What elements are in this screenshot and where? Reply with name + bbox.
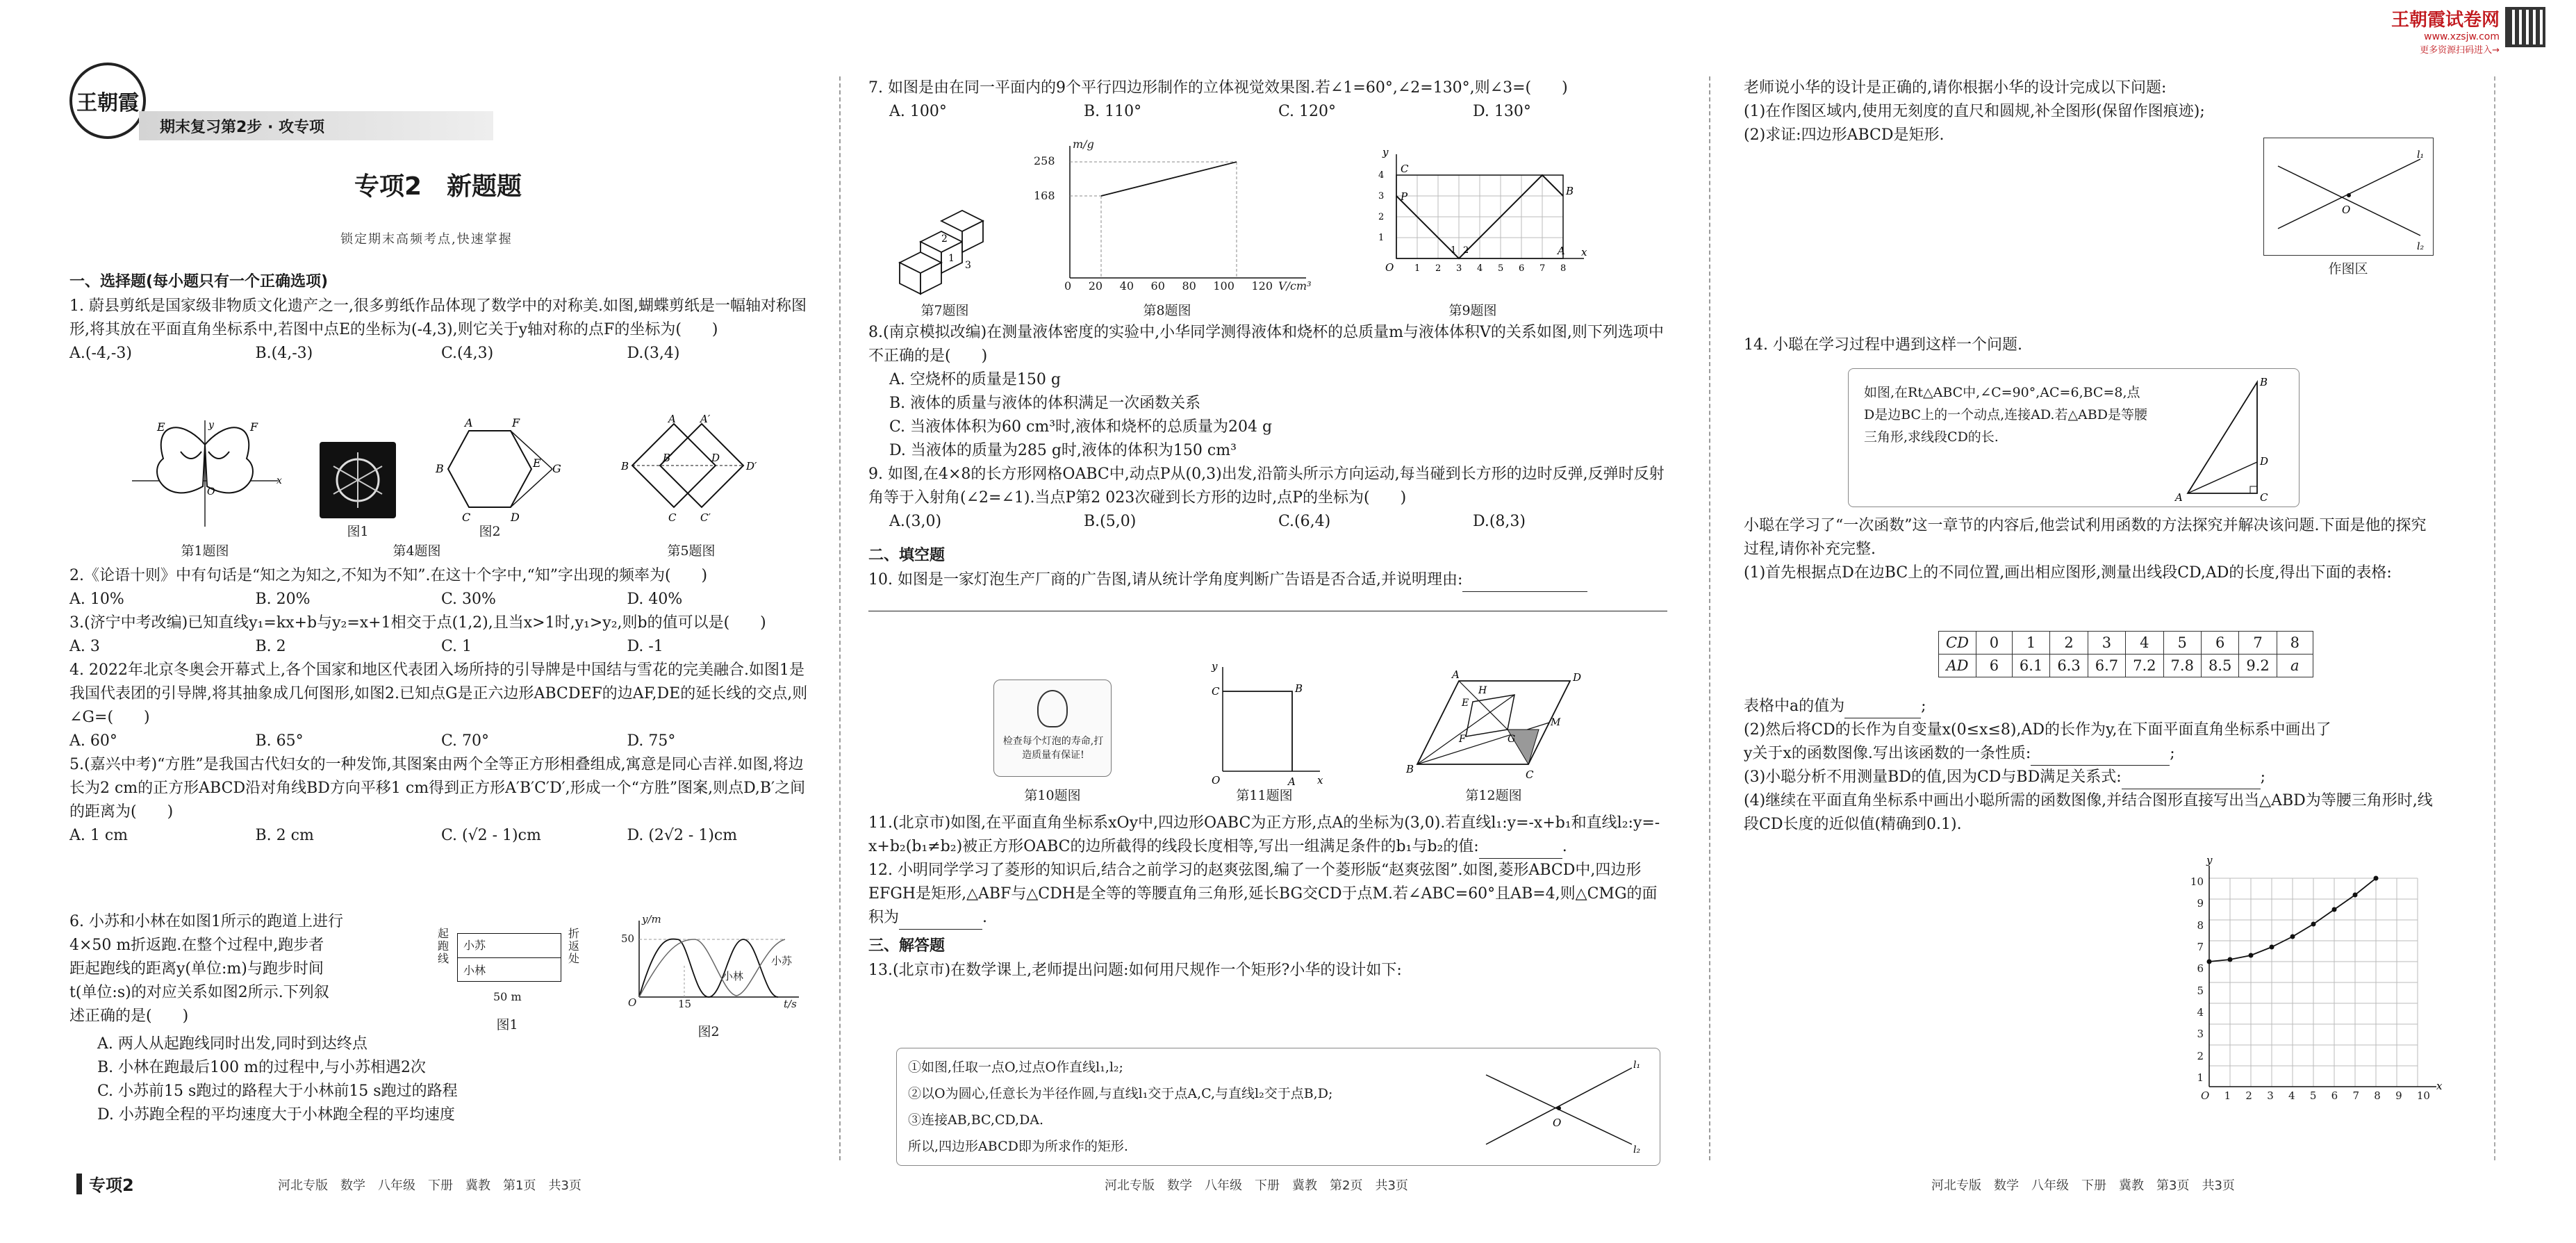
hexagon-figure <box>420 417 559 528</box>
q9-option-d[interactable]: D.(8,3) <box>1473 513 1526 530</box>
fgraph-y-tick: 6 <box>2197 962 2204 976</box>
svg-text:6: 6 <box>1519 263 1525 274</box>
function-graph <box>2188 854 2452 1117</box>
table-cell: CD <box>1939 632 1976 655</box>
q4-option-b[interactable]: B. 65° <box>255 732 304 750</box>
table-cell: 7.2 <box>2126 655 2163 677</box>
table-cell: 6.1 <box>2012 655 2049 677</box>
svg-text:G: G <box>1508 734 1516 745</box>
q1-caption: 第1题图 <box>181 543 229 559</box>
mv-tick-258: 258 <box>1034 154 1055 167</box>
fgraph-y-ticks <box>2188 875 2204 1084</box>
q13-crossing-lines <box>1479 1054 1646 1158</box>
run-graph-label-su: 小苏 <box>771 955 793 967</box>
q11-text: 11.(北京市)如图,在平面直角坐标系xOy中,四边形OABC为正方形,点A的坐标为(3,0).若直线l₁:y=-x+b₁和直线l₂:y=-x+b₂(b₁≠b₂)被正方形OABC的边所截得的线段长度相等,写出一组满足条件的b₁与b₂的值: . <box>868 812 1667 859</box>
mv-x-tick: 100 <box>1213 279 1235 293</box>
data-point <box>2374 876 2379 881</box>
table-cell: 2 <box>2050 632 2088 655</box>
page-divider-2 <box>1709 76 1710 1160</box>
svg-text:1: 1 <box>1378 233 1385 243</box>
svg-text:C: C <box>668 511 677 524</box>
svg-text:A: A <box>1288 775 1296 788</box>
svg-text:y: y <box>208 420 214 431</box>
svg-text:4: 4 <box>1378 170 1385 181</box>
run-graph-15-tick: 15 <box>678 998 692 1010</box>
svg-text:F: F <box>1459 734 1466 745</box>
table-cell: 3 <box>2088 632 2125 655</box>
q8-caption: 第8题图 <box>1143 303 1191 318</box>
table-cell: 8 <box>2277 632 2313 655</box>
data-point <box>2228 957 2233 962</box>
q6-option-c[interactable]: C. 小苏前15 s跑过的路程大于小林前15 s跑过的路程 <box>97 1083 458 1100</box>
brand-logo-text: 王朝霞 <box>76 91 139 115</box>
fgraph-x-tick: 1 <box>2224 1089 2231 1102</box>
table-cell: AD <box>1939 655 1976 677</box>
q6-option-a[interactable]: A. 两人从起跑线同时出发,同时到达终点 <box>97 1035 368 1053</box>
q7-options <box>868 100 1667 124</box>
q14-relation-blank[interactable] <box>2122 771 2261 789</box>
square-figure <box>1202 660 1327 792</box>
svg-text:O: O <box>2342 204 2351 216</box>
page-subtitle: 锁定期末高频考点,快速掌握 <box>340 232 513 247</box>
svg-text:A: A <box>1558 245 1565 257</box>
svg-text:x: x <box>1581 246 1587 258</box>
q7-text: 7. 如图是由在同一平面内的9个平行四边形制作的立体视觉效果图.若∠1=60°,∠2=130°,则∠3=( ) <box>868 79 1568 97</box>
bulb-icon <box>1037 690 1068 727</box>
track-start-label: 起跑线 <box>438 927 449 965</box>
brand-logo <box>69 63 146 139</box>
run-graph-50-tick: 50 <box>621 932 635 945</box>
q13-step-3: ③连接AB,BC,CD,DA. <box>908 1112 1044 1128</box>
run-graph-caption: 图2 <box>697 1024 720 1039</box>
brand-slogan: 更多资源扫码进入→ <box>2420 45 2500 56</box>
mv-x-tick: 40 <box>1119 279 1134 293</box>
q9-option-a[interactable]: A.(3,0) <box>889 513 942 530</box>
svg-text:E: E <box>1462 698 1469 709</box>
data-point <box>2353 893 2358 898</box>
q8-option-d[interactable]: D. 当液体的质量为285 g时,液体的体积为150 cm³ <box>889 442 1237 459</box>
q3-options <box>69 635 813 659</box>
mv-axis-y: m/g <box>1073 138 1094 151</box>
q2-text: 2.《论语十则》中有句话是“知之为知之,不知为不知”.在这十个字中,“知”字出现的频率为( ) <box>69 567 708 584</box>
q5-option-d[interactable]: D. (2√2 - 1)cm <box>627 827 738 844</box>
data-point <box>2249 953 2254 958</box>
fgraph-x-tick: 4 <box>2288 1089 2295 1102</box>
q7-option-b[interactable]: B. 110° <box>1084 103 1142 120</box>
q1-options <box>69 342 813 365</box>
svg-text:M: M <box>1551 717 1561 728</box>
svg-text:C: C <box>462 511 471 524</box>
svg-text:C: C <box>1212 685 1220 698</box>
fgraph-x-ticks <box>2201 1089 2430 1102</box>
q14-a-blank[interactable] <box>1844 700 1921 718</box>
footer-tag-text: 专项2 <box>89 1176 134 1195</box>
track-turn-label: 折返处 <box>568 927 580 965</box>
svg-text:2: 2 <box>1435 263 1442 274</box>
fgraph-x-tick: 5 <box>2309 1089 2317 1102</box>
svg-text:O: O <box>207 486 215 497</box>
q3-option-a[interactable]: A. 3 <box>69 638 100 655</box>
svg-text:P: P <box>1401 190 1408 203</box>
svg-text:A: A <box>668 413 676 425</box>
q13-step-4: 所以,四边形ABCD即为所求作的矩形. <box>908 1139 1128 1154</box>
mv-x-ticks <box>1064 279 1273 293</box>
q4-option-a[interactable]: A. 60° <box>69 732 117 750</box>
track-caption: 图1 <box>496 1017 518 1032</box>
page-2 <box>868 0 1667 1243</box>
svg-text:C: C <box>1526 768 1534 781</box>
q11-text-body: 11.(北京市)如图,在平面直角坐标系xOy中,四边形OABC为正方形,点A的坐标为(3,0).若直线l₁:y=-x+b₁和直线l₂:y=-x+b₂(b₁≠b₂)被正方形OABC的边所截得的线段长度相等,写出一组满足条件的b₁与b₂的值: <box>868 814 1660 855</box>
q6-line-5: 述正确的是( ) <box>69 1007 189 1025</box>
svg-text:F: F <box>512 416 520 429</box>
svg-text:l₂: l₂ <box>1633 1144 1641 1155</box>
fgraph-x-tick: 8 <box>2374 1089 2381 1102</box>
svg-text:B: B <box>1295 682 1303 695</box>
snowflake-sign-figure <box>320 442 396 518</box>
q14-intro: 小聪在学习了“一次函数”这一章节的内容后,他尝试利用函数的方法探究并解决该问题.下面是他的探究过程,请你补充完整. <box>1744 517 2427 558</box>
data-point <box>2270 945 2274 950</box>
fgraph-y-tick: 2 <box>2197 1049 2204 1062</box>
svg-text:D: D <box>1573 671 1582 684</box>
mv-x-tick: 0 <box>1064 279 1072 293</box>
page-1 <box>69 0 827 1243</box>
q9-text: 9. 如图,在4×8的长方形网格OABC中,动点P从(0,3)出发,沿箭头所示方向运动,每当碰到长方形的边时反弹,反弹时反射角等于入射角(∠2=∠1).当点P第2 023次碰到长方形的边时,点P的坐标为( ) <box>868 466 1665 507</box>
svg-text:5: 5 <box>1498 263 1504 274</box>
q2-option-d[interactable]: D. 40% <box>627 591 683 608</box>
svg-text:7: 7 <box>1539 263 1546 274</box>
q3-option-b[interactable]: B. 2 <box>255 638 286 655</box>
q10-text-body: 10. 如图是一家灯泡生产厂商的广告图,请从统计学角度判断广告语是否合适,并说明理由: <box>868 571 1463 588</box>
table-cell: 9.2 <box>2239 655 2277 677</box>
svg-text:l₁: l₁ <box>2417 149 2425 160</box>
q14-a-question: 表格中a的值为 ; <box>1744 695 2438 718</box>
q10-text <box>868 568 1667 592</box>
q4-fig2-caption: 图2 <box>479 524 501 539</box>
q11-caption: 第11题图 <box>1236 788 1293 803</box>
table-cell: 0 <box>1976 632 2012 655</box>
data-point <box>2332 907 2337 912</box>
right-triangle-figure <box>2174 372 2271 504</box>
track-box <box>457 933 561 982</box>
q5-option-c[interactable]: C. (√2 - 1)cm <box>441 827 541 844</box>
q5-option-b[interactable]: B. 2 cm <box>255 827 314 844</box>
q9-caption: 第9题图 <box>1448 303 1497 318</box>
x-axis-label: x <box>2436 1080 2443 1092</box>
svg-text:1: 1 <box>1414 263 1421 274</box>
svg-text:B: B <box>1406 763 1414 775</box>
butterfly-figure <box>125 417 285 528</box>
cd-ad-table <box>1938 631 2313 677</box>
q3-text: 3.(济宁中考改编)已知直线y₁=kx+b与y₂=x+1相交于点(1,2),且当x>1时,y₁>y₂,则b的值可以是( ) <box>69 614 766 632</box>
q14-part-2b: y关于x的函数图像.写出该函数的一条性质: ; <box>1744 742 2438 766</box>
q8-option-b[interactable]: B. 液体的质量与液体的体积满足一次函数关系 <box>889 395 1201 412</box>
svg-text:O: O <box>1385 261 1394 274</box>
run-graph-origin: O <box>628 996 637 1009</box>
q13-text: 13.(北京市)在数学课上,老师提出问题:如何用尺规作一个矩形?小华的设计如下: <box>868 962 1402 979</box>
q6-line-4: t(单位:s)的对应关系如图2所示.下列叙 <box>69 984 329 1001</box>
q2-options <box>69 588 813 611</box>
brand-site-name: 王朝霞试卷网 <box>2391 10 2500 31</box>
mv-x-tick: 20 <box>1088 279 1103 293</box>
svg-text:B: B <box>621 460 629 472</box>
svg-text:x: x <box>1317 774 1323 787</box>
fgraph-y-tick: 4 <box>2197 1005 2204 1019</box>
table-cell: 6.3 <box>2050 655 2088 677</box>
svg-text:B′: B′ <box>663 452 673 464</box>
header-band-text: 期末复习第2步 · 攻专项 <box>160 118 324 136</box>
q2-option-b[interactable]: B. 20% <box>255 591 311 608</box>
q6-line-1: 6. 小苏和小林在如图1所示的跑道上进行 <box>69 913 343 930</box>
svg-text:C: C <box>1401 163 1409 175</box>
table-cell: 1 <box>2012 632 2049 655</box>
q4-option-d[interactable]: D. 75° <box>627 732 676 750</box>
q10-caption: 第10题图 <box>1024 788 1081 803</box>
q4-fig1-caption: 图1 <box>347 524 369 539</box>
footer-page-2: 河北专版 数学 八年级 下册 冀教 第2页 共3页 <box>1105 1178 1408 1193</box>
header-band <box>139 111 493 140</box>
track-runner-1: 小苏 <box>463 939 486 952</box>
q7-option-c[interactable]: C. 120° <box>1278 103 1337 120</box>
svg-text:C: C <box>2260 491 2268 504</box>
svg-text:D: D <box>511 511 520 524</box>
mass-volume-graph <box>1028 139 1320 306</box>
svg-text:O: O <box>1212 774 1221 787</box>
q8-option-c[interactable]: C. 当液体体积为60 cm³时,液体和烧杯的总质量为204 g <box>889 418 1273 436</box>
q9-option-c[interactable]: C.(6,4) <box>1278 513 1331 530</box>
page-title: 专项2 新题题 <box>354 172 522 201</box>
q12-text: 12. 小明同学学习了菱形的知识后,结合之前学习的赵爽弦图,编了一个菱形版“赵爽弦图”.如图,菱形ABCD中,四边形EFGH是矩形,△ABF与△CDH是全等的等腰直角三角形,延长BG交CD于点M.若∠ABC=60°且AB=4,则△CMG的面积为 . <box>868 859 1667 930</box>
svg-text:E: E <box>157 420 165 434</box>
q5-text: 5.(嘉兴中考)“方胜”是我国古代妇女的一种发饰,其图案由两个全等正方形相叠组成,寓意是同心吉祥.如图,将边长为2 cm的正方形ABCD沿对角线BD方向平移1 cm得到正方形A′B′C′D′,形成一个“方胜”图案,则点D,B′之间的距离为( ) <box>69 756 806 821</box>
svg-text:8: 8 <box>1560 263 1567 274</box>
footer-page-3: 河北专版 数学 八年级 下册 冀教 第3页 共3页 <box>1931 1178 2235 1193</box>
q14-text: 14. 小聪在学习过程中遇到这样一个问题. <box>1744 336 2022 354</box>
q13-sub-1: (1)在作图区域内,使用无刻度的直尺和圆规,补全图形(保留作图痕迹); <box>1744 103 2205 120</box>
svg-text:l₁: l₁ <box>1633 1060 1641 1071</box>
svg-text:A′: A′ <box>700 413 711 425</box>
fgraph-y-tick: 1 <box>2197 1071 2204 1084</box>
fgraph-x-tick: 9 <box>2395 1089 2402 1102</box>
svg-text:B: B <box>2260 376 2268 388</box>
table-cell: 7 <box>2239 632 2277 655</box>
rhombus-figure <box>1403 667 1584 785</box>
track-figure <box>438 921 604 1039</box>
fgraph-x-tick: 6 <box>2331 1089 2338 1102</box>
q14-property-blank[interactable] <box>2031 748 2170 766</box>
svg-text:C′: C′ <box>700 511 711 524</box>
q12-caption: 第12题图 <box>1465 788 1522 803</box>
q14-part-2a: (2)然后将CD的长作为自变量x(0≤x≤8),AD的长作为y,在下面平面直角坐标系中画出了 <box>1744 721 2331 739</box>
bulb-ad-figure <box>993 680 1112 777</box>
q4-text: 4. 2022年北京冬奥会开幕式上,各个国家和地区代表团入场所持的引导牌是中国结与雪花的完美融合.如图1是我国代表团的引导牌,将其抽象成几何图形,如图2.已知点G是正六边形ABCDEF的边AF,DE的延长线的交点,则∠G=( ) <box>69 661 808 726</box>
footer-page-1: 河北专版 数学 八年级 下册 冀教 第1页 共3页 <box>278 1178 581 1193</box>
mv-x-tick: 120 <box>1251 279 1273 293</box>
svg-text:H: H <box>1478 685 1487 696</box>
q6-option-b[interactable]: B. 小林在跑最后100 m的过程中,与小苏相遇2次 <box>97 1059 426 1076</box>
svg-text:2: 2 <box>941 233 948 245</box>
run-graph-y-label: y/m <box>642 913 661 925</box>
fgraph-y-tick: 7 <box>2197 940 2204 953</box>
q14-part-1: (1)首先根据点D在边BC上的不同位置,画出相应图形,测量出线段CD,AD的长度,得出下面的表格: <box>1744 564 2392 582</box>
q4-caption: 第4题图 <box>393 543 441 559</box>
table-cell: 4 <box>2126 632 2163 655</box>
q14-part-4: (4)继续在平面直角坐标系中画出小聪所需的函数图像,并结合图形直接写出当△ABD为等腰三角形时,线段CD长度的近似值(精确到0.1). <box>1744 792 2433 833</box>
svg-text:y: y <box>1382 146 1389 158</box>
q6-line-3: 距起跑线的距离y(单位:m)与跑步时间 <box>69 960 324 978</box>
svg-text:F: F <box>250 420 258 434</box>
q7-option-d[interactable]: D. 130° <box>1473 103 1531 120</box>
svg-text:2: 2 <box>1378 212 1385 222</box>
section-choice: 一、选择题(每小题只有一个正确选项) <box>69 273 329 290</box>
data-point <box>2311 922 2316 927</box>
q14-box-text: 如图,在Rt△ABC中,∠C=90°,AC=6,BC=8,点D是边BC上的一个动点,连接AD.若△ABD是等腰三角形,求线段CD的长. <box>1864 385 2147 445</box>
svg-text:G: G <box>552 462 561 475</box>
q14-a-text: 表格中a的值为 <box>1744 698 1845 715</box>
q14-part-3: (3)小聪分析不用测量BD的值,因为CD与BD满足关系式: ; <box>1744 766 2438 789</box>
fgraph-y-tick: 8 <box>2197 919 2204 932</box>
q13-cont: 老师说小华的设计是正确的,请你根据小华的设计完成以下问题: <box>1744 79 2167 97</box>
svg-text:x: x <box>276 475 282 486</box>
run-graph-figure <box>618 913 806 1042</box>
fgraph-y-tick: 5 <box>2197 984 2204 997</box>
svg-text:4: 4 <box>1477 263 1483 274</box>
svg-text:B: B <box>436 462 444 475</box>
q5-option-a[interactable]: A. 1 cm <box>69 827 129 844</box>
q10-answer-blank[interactable] <box>1462 574 1587 592</box>
fangsheng-figure <box>618 413 771 535</box>
q13-steps-box <box>896 1048 1660 1166</box>
svg-text:E: E <box>533 456 541 470</box>
svg-text:D: D <box>711 452 720 464</box>
svg-text:D: D <box>2260 455 2269 468</box>
section-fill: 二、填空题 <box>868 547 946 564</box>
track-runner-2: 小林 <box>463 964 486 977</box>
q8-text: 8.(南京模拟改编)在测量液体密度的实验中,小华同学测得液体和烧杯的总质量m与液体体积V的关系如图,则下列选项中不正确的是( ) <box>868 324 1664 365</box>
table-cell: 6.7 <box>2088 655 2125 677</box>
section-solve: 三、解答题 <box>868 937 946 955</box>
svg-text:1: 1 <box>1451 245 1457 256</box>
q4-options <box>69 730 813 753</box>
table-cell: 8.5 <box>2201 655 2238 677</box>
q1-option-b[interactable]: B.(4,-3) <box>255 345 313 362</box>
fgraph-x-tick: O <box>2201 1089 2210 1102</box>
svg-text:3: 3 <box>965 260 971 271</box>
q1-option-d[interactable]: D.(3,4) <box>627 345 680 362</box>
q13-sub-2: (2)求证:四边形ABCD是矩形. <box>1744 126 1945 144</box>
q7-caption: 第7题图 <box>920 303 969 318</box>
page-3 <box>1744 0 2443 1243</box>
svg-text:D′: D′ <box>746 460 757 472</box>
table-cell: a <box>2277 655 2313 677</box>
fgraph-x-tick: 3 <box>2267 1089 2274 1102</box>
q14-problem-box <box>1848 368 2300 507</box>
svg-text:2: 2 <box>1463 245 1469 256</box>
data-point <box>2207 960 2212 964</box>
margin-binding-line <box>2494 76 2495 1160</box>
mv-x-tick: 80 <box>1182 279 1196 293</box>
q9-option-b[interactable]: B.(5,0) <box>1084 513 1137 530</box>
q6-option-d[interactable]: D. 小苏跑全程的平均速度大于小林跑全程的平均速度 <box>97 1106 455 1123</box>
q12-answer-blank[interactable] <box>899 912 982 930</box>
q12-text-body: 12. 小明同学学习了菱形的知识后,结合之前学习的赵爽弦图,编了一个菱形版“赵爽弦图”.如图,菱形ABCD中,四边形EFGH是矩形,△ABF与△CDH是全等的等腰直角三角形,延长BG交CD于点M.若∠ABC=60°且AB=4,则△CMG的面积为 <box>868 862 1658 926</box>
q1-text: 1. 蔚县剪纸是国家级非物质文化遗产之一,很多剪纸作品体现了数学中的对称美.如图,蝴蝶剪纸是一幅轴对称图形,将其放在平面直角坐标系中,若图中点E的坐标为(-4,3),则它关于y轴对称的点F的坐标为( ) <box>69 297 807 338</box>
q14-part-3-text: (3)小聪分析不用测量BD的值,因为CD与BD满足关系式: <box>1744 768 2122 786</box>
q9-options <box>868 510 1667 534</box>
q2-option-c[interactable]: C. 30% <box>441 591 496 608</box>
y-axis-label: y <box>2206 854 2213 866</box>
brand-url: www.xzsjw.com <box>2424 31 2500 42</box>
qr-code-icon[interactable] <box>2505 7 2545 47</box>
footer-tag <box>76 1171 134 1196</box>
svg-text:3: 3 <box>1456 263 1462 274</box>
svg-text:3: 3 <box>1378 191 1385 201</box>
q13-step-2: ②以O为圆心,任意长为半径作圆,与直线l₁交于点A,C,与直线l₂交于点B,D; <box>908 1086 1333 1101</box>
data-point <box>2290 935 2295 939</box>
mv-x-tick: 60 <box>1150 279 1165 293</box>
table-cell: 5 <box>2163 632 2201 655</box>
q7-option-a[interactable]: A. 100° <box>889 103 947 120</box>
track-distance: 50 m <box>493 990 522 1003</box>
svg-text:A: A <box>2175 491 2183 504</box>
q10-answer-line[interactable] <box>868 598 1667 611</box>
fgraph-x-tick: 7 <box>2352 1089 2359 1102</box>
fgraph-x-tick: 2 <box>2245 1089 2252 1102</box>
q1-option-a[interactable]: A.(-4,-3) <box>69 345 132 362</box>
mv-axis-x: V/cm³ <box>1278 279 1312 293</box>
svg-text:y: y <box>1212 660 1218 673</box>
q5-options <box>69 824 813 848</box>
svg-text:A: A <box>1452 668 1460 681</box>
q14-part-2b-text: y关于x的函数图像.写出该函数的一条性质: <box>1744 745 2031 762</box>
table-row-cd <box>1939 632 2313 655</box>
q13-step-1: ①如图,任取一点O,过点O作直线l₁,l₂; <box>908 1060 1123 1075</box>
fgraph-x-tick: 10 <box>2416 1089 2430 1102</box>
svg-text:1: 1 <box>948 253 955 264</box>
q2-option-a[interactable]: A. 10% <box>69 591 124 608</box>
svg-text:l₂: l₂ <box>2417 241 2425 252</box>
fgraph-y-tick: 3 <box>2197 1028 2204 1041</box>
run-graph-label-lin: 小林 <box>723 970 744 982</box>
mv-tick-168: 168 <box>1034 189 1055 202</box>
svg-text:O: O <box>1553 1117 1562 1129</box>
drawing-zone[interactable] <box>2263 138 2434 256</box>
svg-text:B: B <box>1566 185 1574 197</box>
drawing-zone-caption: 作图区 <box>2328 261 2368 277</box>
table-row-ad <box>1939 655 2313 677</box>
figures-row-1 <box>69 413 820 563</box>
fgraph-y-tick: 9 <box>2197 897 2204 910</box>
q3-option-c[interactable]: C. 1 <box>441 638 472 655</box>
cubes-figure <box>893 200 1004 297</box>
q4-option-c[interactable]: C. 70° <box>441 732 490 750</box>
fgraph-y-tick: 10 <box>2190 875 2204 888</box>
table-cell: 7.8 <box>2163 655 2201 677</box>
grid-bounce-figure <box>1369 147 1591 300</box>
q5-caption: 第5题图 <box>667 543 716 559</box>
q1-option-c[interactable]: C.(4,3) <box>441 345 494 362</box>
bulb-ad-text: 检查每个灯泡的寿命,打造质量有保证! <box>1002 736 1104 761</box>
q11-answer-blank[interactable] <box>1479 841 1562 859</box>
table-cell: 6 <box>1976 655 2012 677</box>
q3-option-d[interactable]: D. -1 <box>627 638 663 655</box>
page-divider-1 <box>839 76 841 1160</box>
q8-option-a[interactable]: A. 空烧杯的质量是150 g <box>889 371 1061 388</box>
table-cell: 6 <box>2201 632 2238 655</box>
svg-text:A: A <box>465 416 473 429</box>
run-graph-t-label: t/s <box>784 998 797 1010</box>
q6-line-2: 4×50 m折返跑.在整个过程中,跑步者 <box>69 937 324 954</box>
